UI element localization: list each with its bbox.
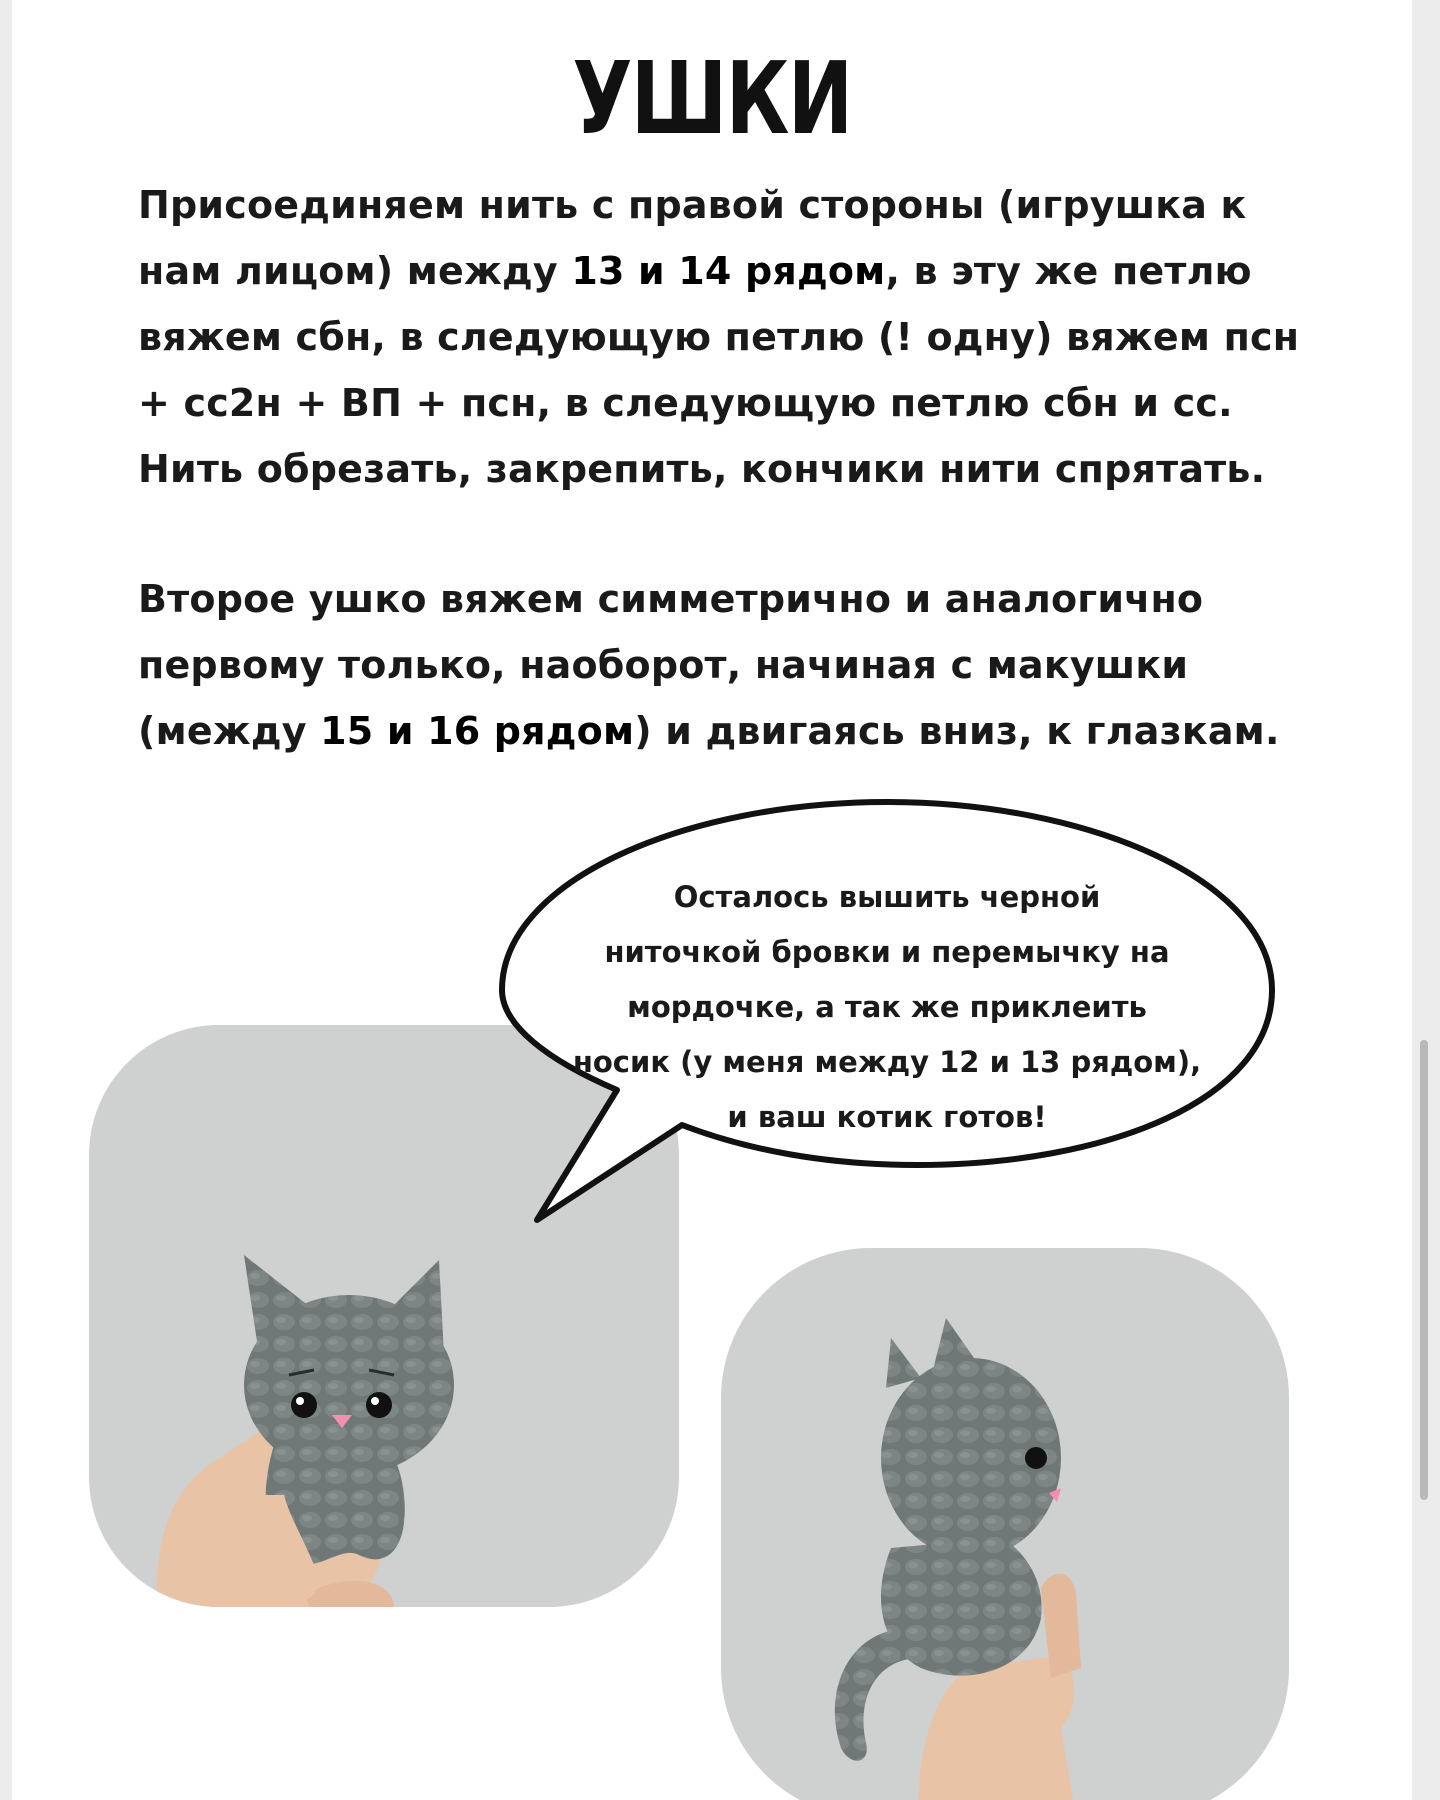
paragraph-text: , в эту же петлю вяжем сбн, в следующую петлю (! одну) вяжем псн + сс2н + ВП + псн, в следующую петлю сбн и сс. <box>138 249 1300 425</box>
speech-bubble-text <box>542 870 1232 1145</box>
paragraph-text: Второе ушко вяжем симметрично и аналогично первому только, наоборот, начиная с макушки (между <box>138 577 1204 753</box>
paragraph-text: ) и двигаясь вниз, к глазкам. <box>634 709 1280 753</box>
page-title: УШКИ <box>572 40 852 157</box>
bubble-line: и ваш котик готов! <box>727 1100 1047 1134</box>
paragraph-text: Присоединяем нить с правой стороны (игрушка к нам лицом) между <box>138 183 1247 293</box>
bold-rows: 15 и 16 рядом <box>320 709 635 753</box>
bubble-line: мордочке, а так же приклеить <box>627 990 1147 1024</box>
scrollbar[interactable] <box>1420 1040 1428 1500</box>
document-page <box>12 0 1412 1800</box>
paragraph-ears-instructions <box>138 172 1308 502</box>
bubble-line: ниточкой бровки и перемычку на <box>604 935 1170 969</box>
paragraph-second-ear <box>138 566 1308 764</box>
paragraph-text: Нить обрезать, закрепить, кончики нити спрятать. <box>138 447 1266 491</box>
bubble-line: Осталось вышить черной <box>673 880 1101 914</box>
bubble-line: носик (у меня между 12 и 13 рядом), <box>572 1045 1202 1079</box>
bold-rows: 13 и 14 рядом <box>571 249 886 293</box>
cat-side-illustration <box>721 1248 1289 1800</box>
cat-side-photo <box>721 1248 1289 1800</box>
